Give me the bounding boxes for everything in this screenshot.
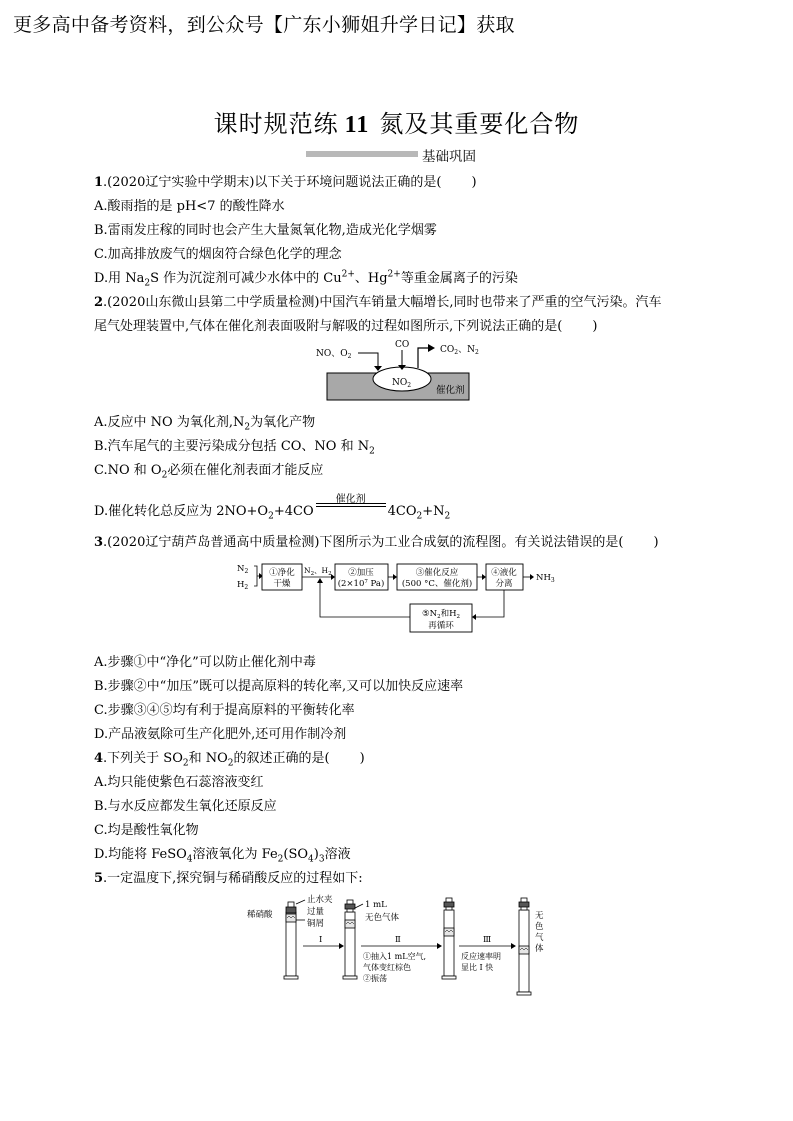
q2a-b: 为氧化产物 xyxy=(250,415,316,430)
q2-option-a xyxy=(94,411,316,433)
q1-option-d xyxy=(94,267,518,289)
catalyst-label: 催化剂 xyxy=(436,385,465,396)
q2c-sub: 2 xyxy=(161,470,168,481)
q2d-cat: 催化剂 xyxy=(335,494,366,505)
co-label: CO xyxy=(395,340,410,350)
q2-option-d xyxy=(94,494,451,522)
q3-option-a: A.步骤①中“净化”可以防止催化剂中毒 xyxy=(94,655,316,670)
q4d-sub4b: 4 xyxy=(308,854,314,865)
q4-stem-b: 和 NO xyxy=(188,751,228,766)
label-gas2-2: 气 xyxy=(535,933,544,943)
q1-stem-text: .(2020辽宁实验中学期末)以下关于环境问题说法正确的是( xyxy=(103,175,442,190)
q2-option-b xyxy=(94,435,375,457)
page-title xyxy=(0,104,793,139)
label-gas2-1: 色 xyxy=(535,922,544,932)
label-gas1a: 1 mL xyxy=(365,900,387,910)
q4d-a: D.均能将 FeSO xyxy=(94,847,187,862)
out-label: $CO_2$、$N_2$ xyxy=(440,345,479,356)
box1-line1: ①净化 xyxy=(269,568,295,578)
q1d-a: D.用 Na xyxy=(94,271,145,286)
box2-line2: ($2\times 10^7$ Pa) xyxy=(337,579,385,589)
q1d-sup2: 2+ xyxy=(387,269,401,280)
q1-option-a: A.酸雨指的是 pH<7 的酸性降水 xyxy=(94,199,285,214)
q2-stem1: .(2020山东微山县第二中学质量检测)中国汽车销量大幅增长,同时也带来了严重的空气污染。汽车 xyxy=(103,295,662,310)
label-note5: 显比 Ⅰ 快 xyxy=(461,963,494,972)
label-step2: Ⅱ xyxy=(395,935,401,945)
q4d-sub3: 3 xyxy=(318,854,325,865)
q1-option-b: B.雷雨发庄稼的同时也会产生大量氮氧化物,造成光化学烟雾 xyxy=(94,223,437,238)
label-copper: 铜屑 xyxy=(307,919,325,929)
q3-stem xyxy=(94,531,659,550)
q2a-a: A.反应中 NO 为氧化剂,N xyxy=(94,415,245,430)
q2c-a: C.NO 和 O xyxy=(94,463,162,478)
section-bar xyxy=(306,151,418,157)
syringe-3 xyxy=(442,898,456,979)
q1-option-c: C.加高排放废气的烟囱符合绿色化学的理念 xyxy=(94,247,342,262)
q2-close: ) xyxy=(592,319,598,334)
q4-stem xyxy=(94,747,365,769)
q2d-sub3: 2 xyxy=(444,511,451,522)
q2b-sub: 2 xyxy=(369,446,375,457)
q3-close: ) xyxy=(653,535,659,550)
box3-line1: ③催化反应 xyxy=(415,568,459,578)
q3-number: 3 xyxy=(94,535,104,550)
reaction-condition xyxy=(314,494,388,515)
box4-line1: ④液化 xyxy=(491,568,517,578)
q4-number: 4 xyxy=(94,751,104,766)
q4-close: ) xyxy=(359,751,365,766)
outflow-arrowhead xyxy=(428,344,435,352)
q2-stem-line1 xyxy=(94,291,662,310)
q2-stem-line2 xyxy=(94,315,597,334)
q4d-e: 溶液 xyxy=(324,847,351,862)
q2-number: 2 xyxy=(94,295,104,310)
q2d-b: +4CO xyxy=(273,504,314,519)
flow-n2: $N_2$ xyxy=(237,564,249,575)
label-note3: ②振荡 xyxy=(363,974,387,983)
q2-option-c xyxy=(94,459,324,481)
q4-sub1: 2 xyxy=(182,758,189,769)
q1d-sub: 2 xyxy=(144,278,151,289)
label-step3: Ⅲ xyxy=(483,935,492,945)
label-acid: 稀硝酸 xyxy=(247,910,273,920)
catalyst-diagram xyxy=(300,338,500,402)
q2d-c: 4CO xyxy=(387,504,417,519)
q1d-c: 、Hg xyxy=(354,271,388,286)
q1-stem xyxy=(94,171,477,190)
q2-stem2: 尾气处理装置中,气体在催化剂表面吸附与解吸的过程如图所示,下列说法正确的是( xyxy=(94,319,563,334)
q4-option-a: A.均只能使紫色石蕊溶液变红 xyxy=(94,775,264,790)
q3-option-c: C.步骤③④⑤均有利于提高原料的平衡转化率 xyxy=(94,703,355,718)
q3-option-d: D.产品液氨除可生产化肥外,还可用作制冷剂 xyxy=(94,727,347,742)
q4d-sub2: 2 xyxy=(277,854,284,865)
label-gas1b: 无色气体 xyxy=(365,913,400,923)
q5-number: 5 xyxy=(94,871,104,886)
title-number: 11 xyxy=(344,112,370,138)
q2a-sub: 2 xyxy=(244,422,251,433)
q1d-d: 等重金属离子的污染 xyxy=(400,271,518,286)
label-step1: Ⅰ xyxy=(319,935,323,945)
label-excess: 过量 xyxy=(307,907,325,917)
flow-output: $NH_3$ xyxy=(536,573,555,584)
q3-option-b: B.步骤②中“加压”既可以提高原料的转化率,又可以加快反应速率 xyxy=(94,679,464,694)
q5-stem xyxy=(94,867,363,886)
syringe-4 xyxy=(517,898,531,995)
q2d-sub2: 2 xyxy=(416,511,423,522)
box3-line2: (500 °C、催化剂) xyxy=(401,579,473,589)
q4-stem-c: 的叙述正确的是( xyxy=(233,751,330,766)
ammonia-flowchart xyxy=(232,560,567,636)
box5-line2: 再循环 xyxy=(428,621,454,631)
q4-option-b: B.与水反应都发生氧化还原反应 xyxy=(94,799,277,814)
label-gas2-0: 无 xyxy=(535,911,544,921)
box1-line2: 干燥 xyxy=(273,579,291,589)
syringe-1 xyxy=(284,900,305,979)
title-topic: 氮及其重要化合物 xyxy=(379,110,580,138)
q4-stem-a: .下列关于 SO xyxy=(103,751,183,766)
q4-option-c: C.均是酸性氧化物 xyxy=(94,823,199,838)
q4-option-d xyxy=(94,843,351,865)
q1-number: 1 xyxy=(94,175,104,190)
q1-close: ) xyxy=(471,175,477,190)
label-gas2-3: 体 xyxy=(535,944,544,954)
promo-banner: 更多高中备考资料，到公众号【广东小狮姐升学日记】获取 xyxy=(13,14,515,36)
in-label: NO、$O_2$ xyxy=(316,349,352,360)
q1d-b: S 作为沉淀剂可减少水体中的 Cu xyxy=(150,271,342,286)
label-note1: ①抽入1 mL空气, xyxy=(363,952,427,961)
q4d-c: (SO xyxy=(283,847,309,862)
label-clamp: 止水夹 xyxy=(307,895,333,905)
q2d-d: +N xyxy=(422,504,445,519)
q2d-sub1: 2 xyxy=(268,511,274,522)
q4-sub2: 2 xyxy=(227,758,234,769)
box5-line1: $⑤N_2$和$H_2$ xyxy=(422,609,460,620)
label-note4: 反应速率明 xyxy=(461,952,501,961)
label-note2: 气体变红棕色 xyxy=(363,963,411,972)
inflow-arrow xyxy=(358,353,378,368)
no2-label: $NO_2$ xyxy=(392,378,412,389)
q2d-a: D.催化转化总反应为 2NO+O xyxy=(94,504,269,519)
q5-stem-text: .一定温度下,探究铜与稀硝酸反应的过程如下: xyxy=(103,871,363,886)
q1d-sup1: 2+ xyxy=(341,269,355,280)
box2-line1: ②加压 xyxy=(348,568,374,578)
q4d-b: 溶液氧化为 Fe xyxy=(192,847,278,862)
q2c-b: 必须在催化剂表面才能反应 xyxy=(167,463,324,478)
box4-line2: 分离 xyxy=(495,579,513,589)
syringe-2 xyxy=(343,900,363,979)
inflow-arrowhead xyxy=(374,366,382,371)
flow-h2: $H_2$ xyxy=(237,580,249,591)
flow-mid-label: $N_2$、$H_2$ xyxy=(304,566,332,577)
q3-stem-text: .(2020辽宁葫芦岛普通高中质量检测)下图所示为工业合成氨的流程图。有关说法错误的是( xyxy=(103,535,624,550)
q2b-a: B.汽车尾气的主要污染成分包括 CO、NO 和 N xyxy=(94,439,370,454)
q4d-d: ) xyxy=(313,847,319,862)
q4d-sub4: 4 xyxy=(186,854,193,865)
copper-nitric-apparatus xyxy=(245,892,555,1000)
section-label: 基础巩固 xyxy=(422,149,476,165)
title-prefix: 课时规范练 xyxy=(213,110,339,138)
